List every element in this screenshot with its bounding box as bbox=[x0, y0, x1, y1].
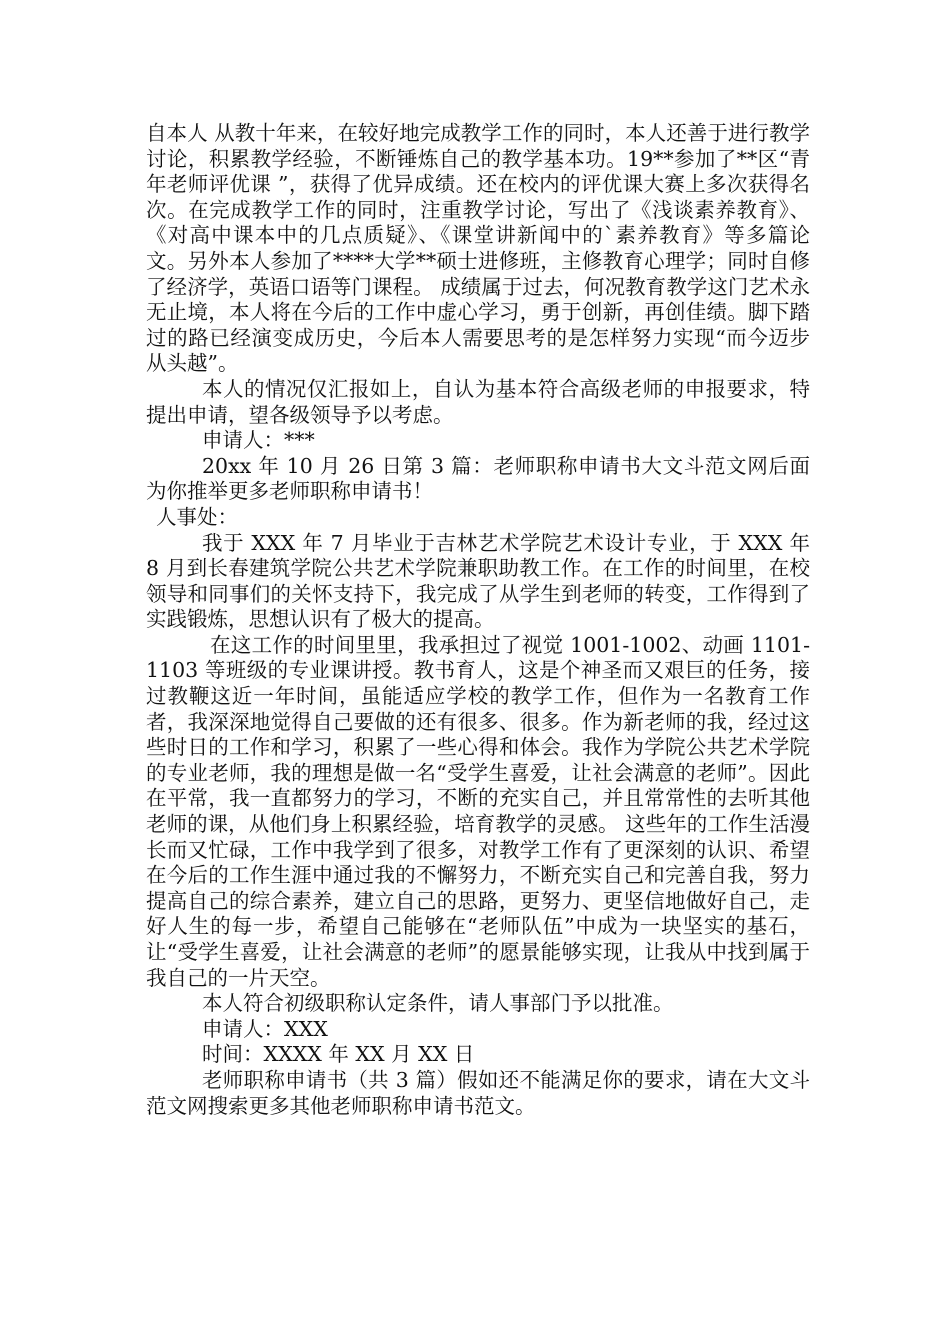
document-body bbox=[146, 121, 810, 1119]
salutation: 人事处： bbox=[156, 504, 238, 529]
applicant-signature: 申请人：*** bbox=[202, 428, 315, 453]
paragraph-graduation: 我于 XXX 年 7 月毕业于吉林艺术学院艺术设计专业，于 XXX 年 8 月到长春建筑学院公共艺术学院兼职助教工作。在工作的时间里，在校领导和同事们的关怀支持下，我完成了从学生到老师的转变，工作得到了实践锻炼，思想认识有了极大的提高。 bbox=[146, 530, 810, 632]
applicant-signature-2: 申请人：XXX bbox=[202, 1016, 328, 1041]
date-line: 时间：XXXX 年 XX 月 XX 日 bbox=[202, 1042, 475, 1067]
paragraph-application-summary: 本人的情况仅汇报如上，自认为基本符合高级老师的申报要求，特提出申请，望各级领导予以考虑。 bbox=[146, 376, 810, 427]
paragraph-teaching-experience: 在这工作的时间里里，我承担过了视觉 1001-1002、动画 1101-1103 等班级的专业课讲授。教书育人，这是个神圣而又艰巨的任务，接过教鞭这近一年时间，虽能适应学校的教学工作，但作为一名教育工作者，我深深地觉得自己要做的还有很多、很多。作为新老师的我，经过这些时日的工作和学习，积累了一些心得和体会。我作为学院公共艺术学院的专业老师，我的理想是做一名“受学生喜爱，让社会满意的老师”。因此在平常，我一直都努力的学习，不断的充实自己，并且常常性的去听其他老师的课，从他们身上积累经验，培育教学的灵感。 这些年的工作生活漫长而又忙碌，工作中我学到了很多，对教学工作有了更深刻的认识、希望在今后的工作生涯中通过我的不懈努力，不断充实自己和完善自我，努力提高自己的综合素养，建立自己的思路，更努力、更坚信地做好自己，走好人生的每一步，希望自己能够在“老师队伍”中成为一块坚实的基石，让“受学生喜爱，让社会满意的老师”的愿景能够实现，让我从中找到属于我自己的一片天空。 bbox=[146, 632, 810, 990]
paragraph-request-approval: 本人符合初级职称认定条件，请人事部门予以批准。 bbox=[202, 991, 674, 1016]
paragraph-date-and-next-article: 20xx 年 10 月 26 日第 3 篇：老师职称申请书大文斗范文网后面为你推举更多老师职称申请书！ bbox=[146, 453, 810, 504]
paragraph-closing-note: 老师职称申请书（共 3 篇）假如还不能满足你的要求，请在大文斗范文网搜索更多其他老师职称申请书范文。 bbox=[146, 1067, 810, 1118]
paragraph-teaching-achievements: 自本人 从教十年来，在较好地完成教学工作的同时，本人还善于进行教学讨论，积累教学经验，不断锤炼自己的教学基本功。19**参加了**区“青年老师评优课 ”，获得了优异成绩。还在校内的评优课大赛上多次获得名次。在完成教学工作的同时，注重教学讨论，写出了《浅谈素养教育》、《对高中课本中的几点质疑》、《课堂讲新闻中的`素养教育》等多篇论文。另外本人参加了****大学**硕士进修班，主修教育心理学；同时自修了经济学，英语口语等门课程。 成绩属于过去，何况教育教学这门艺术永无止境，本人将在今后的工作中虚心学习，勇于创新，再创佳绩。脚下踏过的路已经演变成历史，今后本人需要思考的是怎样努力实现“而今迈步从头越”。 bbox=[146, 121, 810, 376]
